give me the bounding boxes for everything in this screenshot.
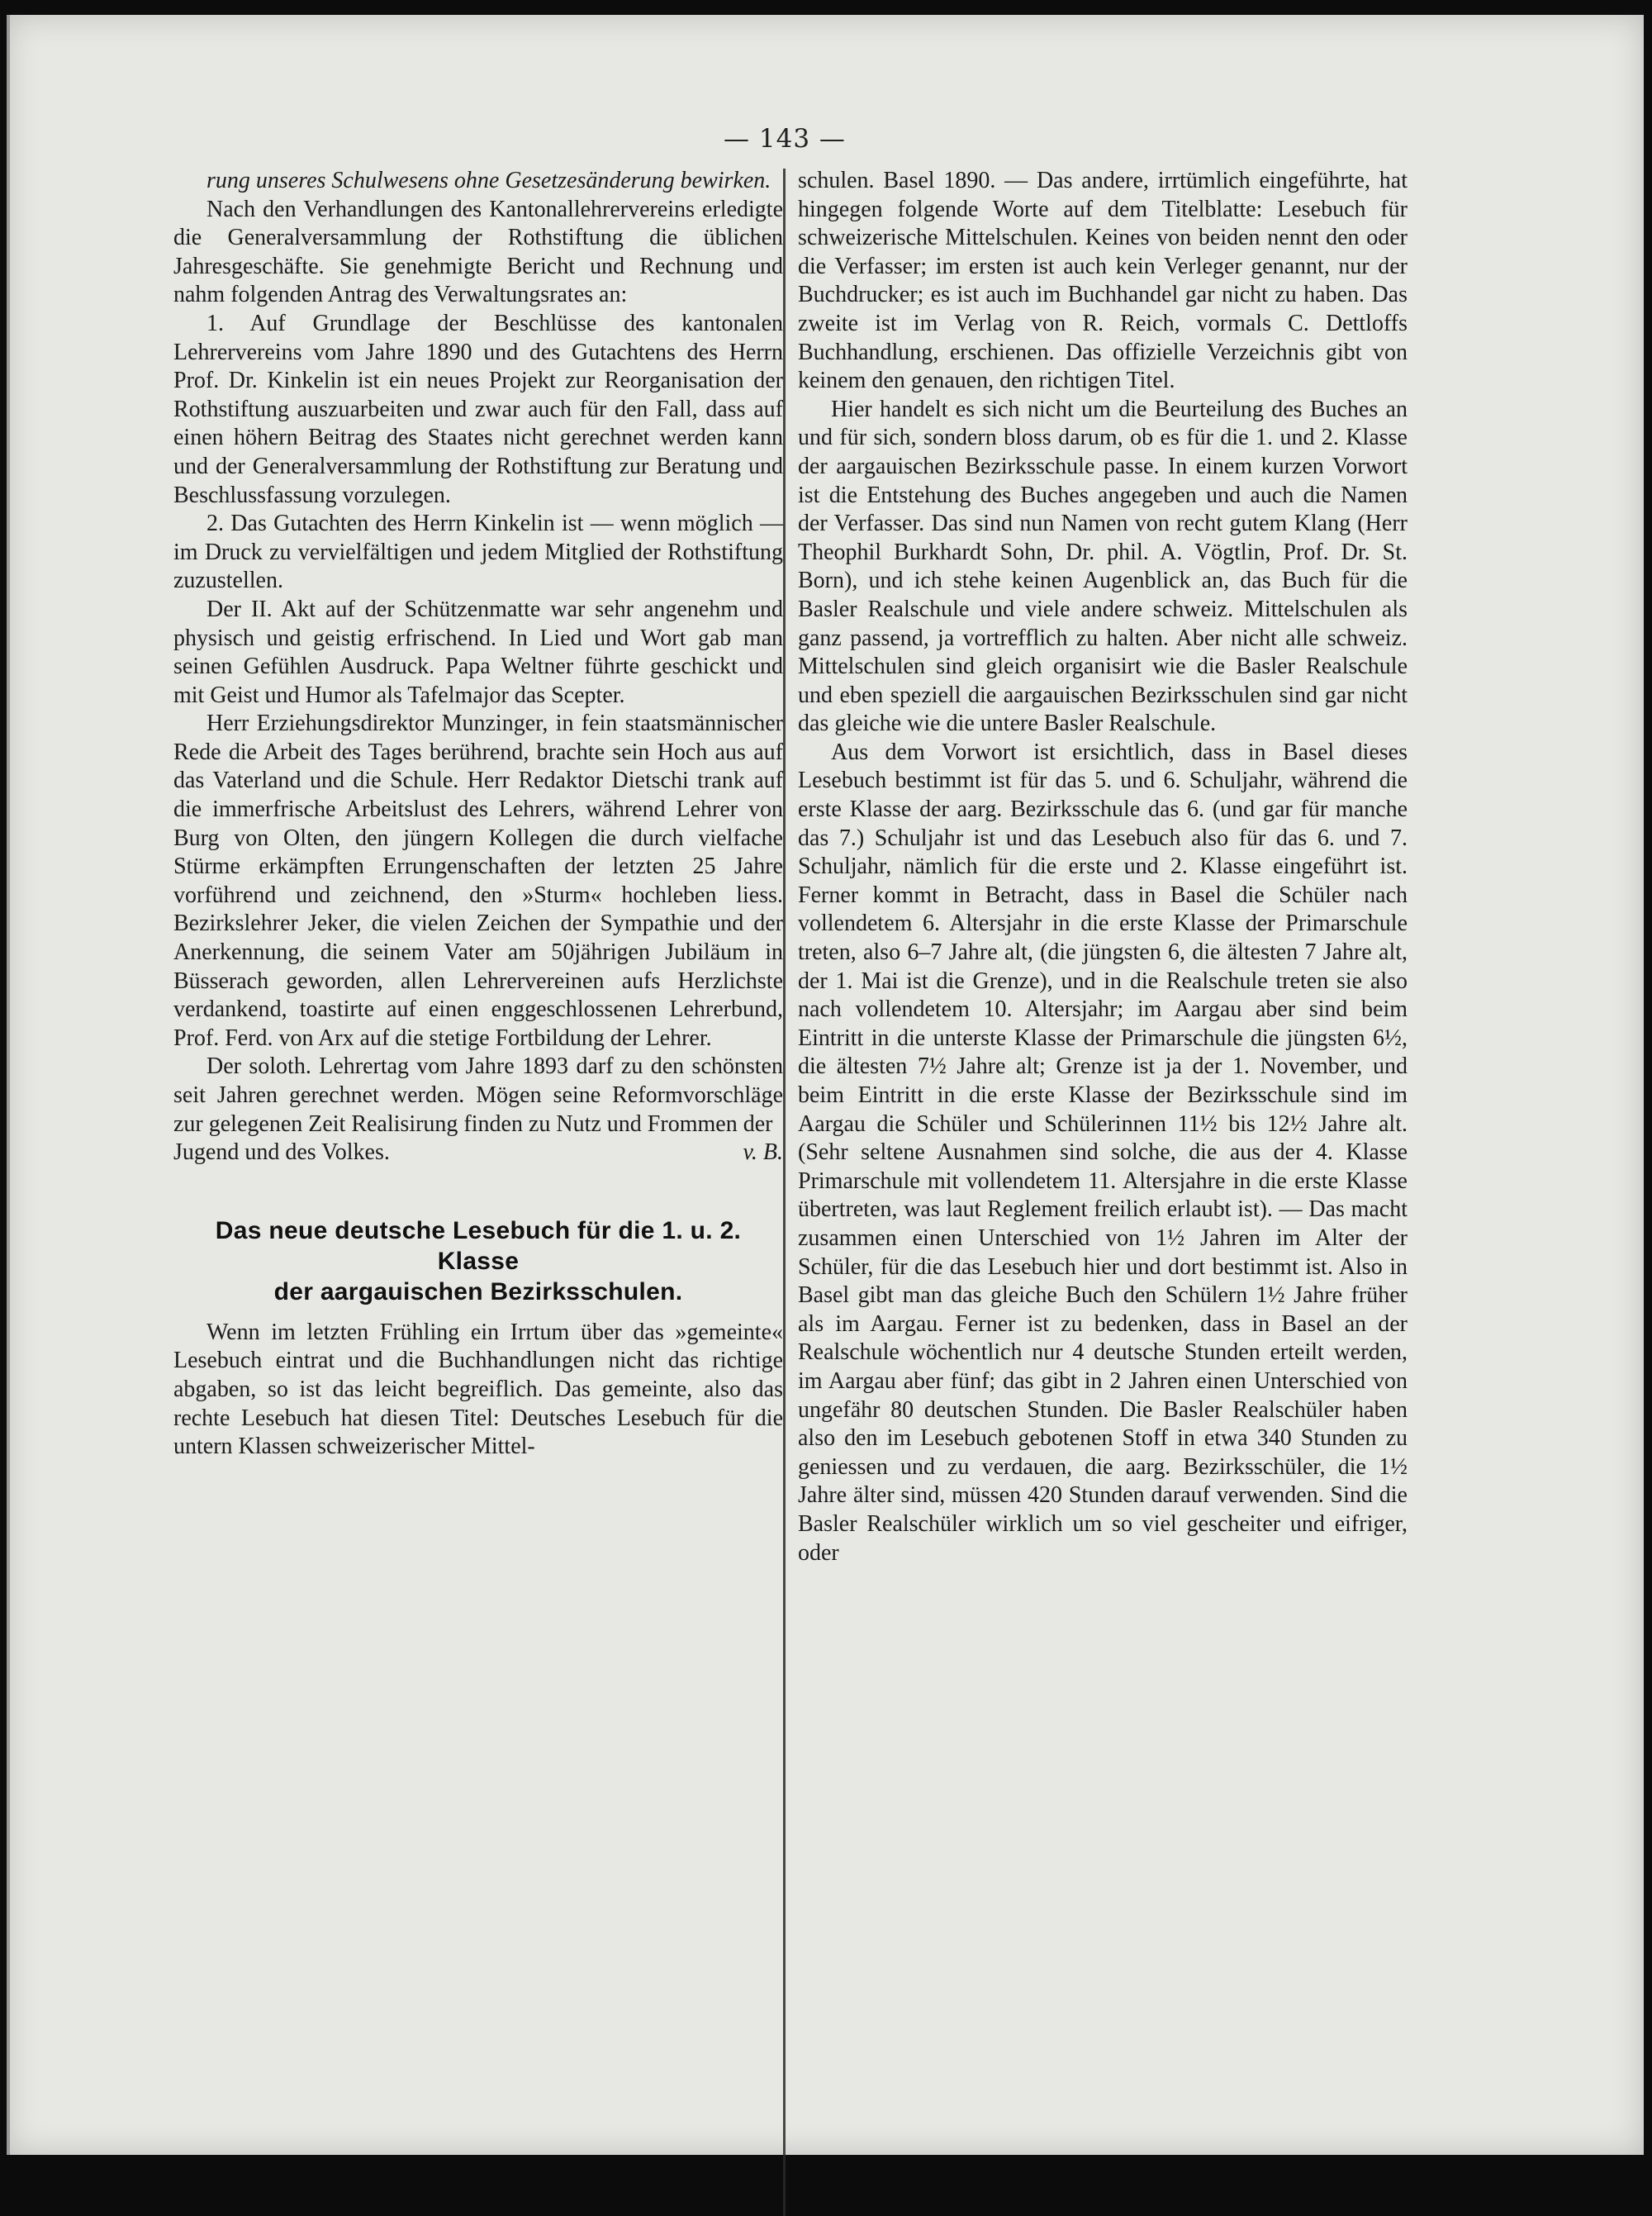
paragraph: Hier handelt es sich nicht um die Beurteilung des Buches an und für sich, sondern bloss darum, ob es für die 1. und 2. Klasse der aargauischen Bezirksschule passe. In einem kurzen Vorwort ist die Entstehung des Buches angegeben und auch die Namen der Verfasser. Das sind nun Namen von recht gutem Klang (Herr Theophil Burkhardt Sohn, Dr. phil. A. Vögtlin, Prof. Dr. St. Born), und ich stehe keinen Augenblick an, das Buch für die Basler Realschule und viele andere schweiz. Mittelschulen als ganz passend, ja vortrefflich zu halten. Aber nicht alle schweiz. Mittelschulen sind gleich organisirt wie die Basler Realschule und eben speziell die aargauischen Bezirksschulen sind gar nicht das gleiche wie die untere Basler Realschule. bbox=[798, 396, 1408, 737]
left-column bbox=[173, 167, 783, 1462]
article-heading bbox=[173, 1215, 783, 1307]
paragraph-continued: schulen. Basel 1890. — Das andere, irrtümlich eingeführte, hat hingegen folgende Worte auf dem Titelblatte: Lesebuch für schweizerische Mittelschulen. Keines von beiden nennt den oder die Verfasser; im ersten ist auch kein Verleger genannt, nur der Buchdrucker; es ist auch im Buchhandel gar nicht zu haben. Das zweite ist im Verlag von R. Reich, vormals C. Dettloffs Buchhandlung, erschienen. Das offizielle Verzeichnis gibt von keinem den genauen, den richtigen Titel. bbox=[798, 168, 1408, 394]
paragraph: Der II. Akt auf der Schützenmatte war sehr angenehm und physisch und geistig erfrischend. In Lied und Wort gab man seinen Gefühlen Ausdruck. Papa Weltner führte geschickt und mit Geist und Humor als Tafelmajor das Scepter. bbox=[173, 596, 783, 708]
paragraph: Der soloth. Lehrertag vom Jahre 1893 darf zu den schönsten seit Jahren gerechnet werden. Mögen seine Reformvorschläge zur gelegenen Zeit Realisirung finden zu Nutz und Frommen der bbox=[173, 1053, 783, 1137]
page-number: — 143 — bbox=[724, 124, 846, 154]
article-heading-line-2: der aargauischen Bezirksschulen. bbox=[273, 1277, 683, 1305]
page-edge bbox=[7, 15, 10, 2155]
paragraph: Nach den Verhandlungen des Kantonallehrervereins erledigte die Generalversammlung der Rothstiftung die üblichen Jahresgeschäfte. Sie genehmigte Bericht und Rechnung und nahm folgenden Antrag des Verwaltungsrates an: bbox=[173, 196, 783, 308]
intro-fragment: rung unseres Schulwesens ohne Gesetzesänderung bewirken. bbox=[206, 168, 771, 193]
right-column bbox=[798, 167, 1408, 1567]
article-heading-line-1: Das neue deutsche Lesebuch für die 1. u. 2. Klasse bbox=[215, 1216, 742, 1275]
author-signature: v. B. bbox=[743, 1139, 783, 1166]
paragraph: Aus dem Vorwort ist ersichtlich, dass in Basel dieses Lesebuch bestimmt ist für das 5. und 6. Schuljahr, während die erste Klasse der aarg. Bezirksschule das 6. (und gar für manche das 7.) Schuljahr ist und das Lesebuch also für das 6. und 7. Schuljahr, nämlich für die erste und 2. Klasse eingeführt ist. Ferner kommt in Betracht, dass in Basel die Schüler nach vollendetem 6. Altersjahr in die erste Klasse der Primarschule treten, also 6–7 Jahre alt, (die jüngsten 6, die ältesten 7 Jahre alt, der 1. Mai ist die Grenze), und in die Realschule treten sie also nach vollendetem 10. Altersjahr; im Aargau aber sind beim Eintritt in die unterste Klasse der Primarschule die jüngsten 6½, die ältesten 7½ Jahre alt; Grenze ist ja der 1. November, und beim Eintritt in die erste Klasse der Bezirksschule sind im Aargau die Schüler und Schülerinnen 11½ bis 12½ Jahre alt. (Sehr seltene Ausnahmen sind solche, die aus der 4. Klasse Primarschule mit vollendetem 11. Altersjahre in die erste Klasse übertreten, was laut Reglement freilich erlaubt ist). — Das macht zusammen einen Unterschied von 1½ Jahren im Alter der Schüler, für die das Lesebuch hier und dort bestimmt ist. Also in Basel gibt man das gleiche Buch den Schülern 1½ Jahre früher als im Aargau. Ferner ist zu bedenken, dass in Basel an der Realschule wöchentlich nur 4 deutsche Stunden erteilt werden, im Aargau aber fünf; das gibt in 2 Jahren einen Unterschied von ungefähr 80 deutschen Stunden. Die Basler Realschüler haben also den im Lesebuch gebotenen Stoff in etwa 340 Stunden zu geniessen und zu verdauen, die aarg. Bezirksschüler, die 1½ Jahre älter sind, müssen 420 Stunden darauf verwenden. Sind die Basler Realschüler wirklich um so viel gescheiter und eifriger, oder bbox=[798, 739, 1408, 1566]
paragraph: Herr Erziehungsdirektor Munzinger, in fein staatsmännischer Rede die Arbeit des Tages berührend, brachte sein Hoch aus auf das Vaterland und die Schule. Herr Redaktor Dietschi trank auf die immerfrische Arbeitslust des Lehrers, während Lehrer von Burg von Olten, den jüngern Kollegen die durch vielfache Stürme erkämpften Errungenschaften der letzten 25 Jahre vorführend und zeichnend, den »Sturm« hochleben liess. Bezirkslehrer Jeker, die vielen Zeichen der Sympathie und der Anerkennung, die seinem Vater am 50jährigen Jubiläum in Büsserach geworden, allen Lehrervereinen aufs Herzlichste verdankend, toastirte auf einen enggeschlossenen Lehrerbund, Prof. Ferd. von Arx auf die stetige Fortbildung der Lehrer. bbox=[173, 711, 783, 1051]
paragraph: Wenn im letzten Frühling ein Irrtum über das »gemeinte« Lesebuch eintrat und die Buchhandlungen nicht das richtige abgaben, so ist das leicht begreiflich. Das gemeinte, also das rechte Lesebuch hat diesen Titel: Deutsches Lesebuch für die untern Klassen schweizerischer Mittel- bbox=[173, 1319, 783, 1460]
paragraph-resolution-1: 1. Auf Grundlage der Beschlüsse des kantonalen Lehrervereins vom Jahre 1890 und des Gutachtens des Herrn Prof. Dr. Kinkelin ist ein neues Projekt zur Reorganisation der Rothstiftung auszuarbeiten und zwar auch für den Fall, dass auf einen höhern Beitrag des Staates nicht gerechnet werden kann und der Generalversammlung der Rothstiftung zur Beratung und Beschlussfassung vorzulegen. bbox=[173, 310, 783, 508]
paragraph-resolution-2: 2. Das Gutachten des Herrn Kinkelin ist — wenn möglich — im Druck zu vervielfältigen und jedem Mitglied der Rothstiftung zuzustellen. bbox=[173, 511, 783, 594]
column-divider bbox=[783, 169, 786, 2216]
closing-text: Jugend und des Volkes. bbox=[173, 1139, 390, 1166]
closing-line bbox=[173, 1139, 783, 1167]
